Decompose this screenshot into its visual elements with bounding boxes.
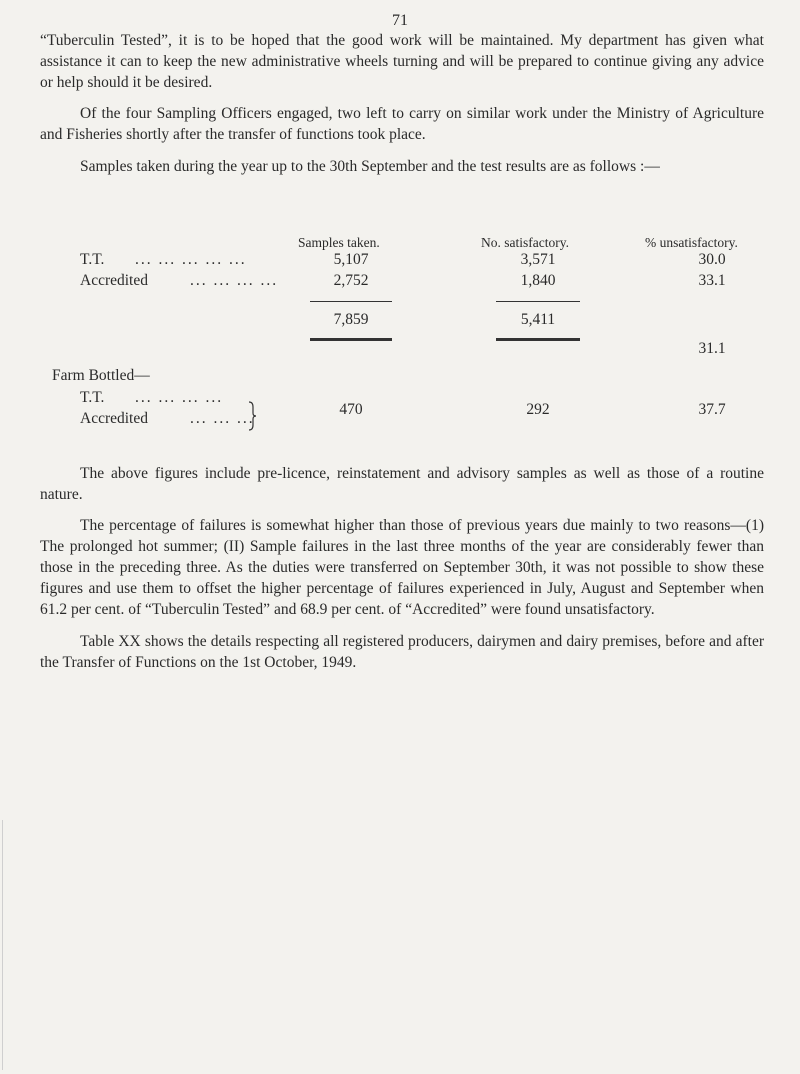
row-total-unsatisfactory: 31.1: [698, 340, 726, 357]
right-brace-icon: [248, 401, 256, 431]
row-total-satisfactory: 5,411: [520, 311, 556, 328]
row-tt-samples: 5,107: [333, 251, 369, 268]
farm-bottled-unsatisfactory: 37.7: [698, 401, 726, 418]
farm-bottled-accredited-dots: ... ... ...: [190, 410, 255, 427]
row-accredited-samples: 2,752: [333, 272, 369, 289]
row-accredited-unsatisfactory: 33.1: [698, 272, 726, 289]
row-tt-label: T.T.: [80, 251, 105, 268]
row-accredited-dots: ... ... ... ...: [190, 272, 279, 289]
row-accredited-label: Accredited: [80, 272, 148, 289]
row-total-samples: 7,859: [333, 311, 369, 328]
paragraph-tuberculin-tested: “Tuberculin Tested”, it is to be hoped that the good work will be maintained. My department has given what assistance it can to keep the new administrative wheels turning and will be prepared to continue giving any advice or help should it be desired.: [40, 32, 764, 91]
farm-bottled-label: Farm Bottled—: [52, 367, 150, 384]
paragraph-samples-intro: Samples taken during the year up to the 30th September and the test results are as follows :—: [80, 158, 660, 175]
row-tt-satisfactory: 3,571: [520, 251, 556, 268]
rule-satisfactory-subtotal: [496, 301, 580, 302]
row-tt-dots: ... ... ... ... ...: [135, 251, 247, 268]
row-accredited-satisfactory: 1,840: [520, 272, 556, 289]
farm-bottled-tt-dots: ... ... ... ...: [135, 389, 224, 406]
paragraph-sampling-officers: Of the four Sampling Officers engaged, two left to carry on similar work under the Ministry of Agriculture and Fisheries shortly after the transfer of functions took place.: [40, 105, 764, 143]
rule-samples-total: [310, 338, 392, 341]
rule-samples-subtotal: [310, 301, 392, 302]
paragraph-figures-include: The above figures include pre-licence, reinstatement and advisory samples as well as those of a routine nature.: [40, 465, 764, 503]
farm-bottled-tt-label: T.T.: [80, 389, 105, 406]
farm-bottled-accredited-label: Accredited: [80, 410, 148, 427]
paragraph-table-xx: Table XX shows the details respecting all registered producers, dairymen and dairy premises, before and after the Transfer of Functions on the 1st October, 1949.: [40, 633, 764, 671]
header-no-satisfactory: No. satisfactory.: [481, 235, 569, 250]
rule-satisfactory-total: [496, 338, 580, 341]
page-edge-mark: [2, 820, 3, 1070]
paragraph-failure-percentage: The percentage of failures is somewhat higher than those of previous years due mainly to two reasons—(1) The prolonged hot summer; (II) Sample failures in the last three months of the year are considerably fewer than those in the preceding three. As the duties were transferred on September 30th, it was not possible to show these figures and use them to offset the higher percentage of failures experienced in July, August and September when 61.2 per cent. of “Tuberculin Tested” and 68.9 per cent. of “Accredited” were found unsatisfactory.: [40, 517, 764, 618]
header-samples-taken: Samples taken.: [298, 235, 380, 250]
header-percent-unsatisfactory: % unsatisfactory.: [645, 235, 738, 250]
page-number: 71: [392, 12, 408, 29]
row-tt-unsatisfactory: 30.0: [698, 251, 726, 268]
samples-table: [0, 0, 800, 470]
farm-bottled-satisfactory: 292: [526, 401, 550, 418]
farm-bottled-samples: 470: [339, 401, 363, 418]
